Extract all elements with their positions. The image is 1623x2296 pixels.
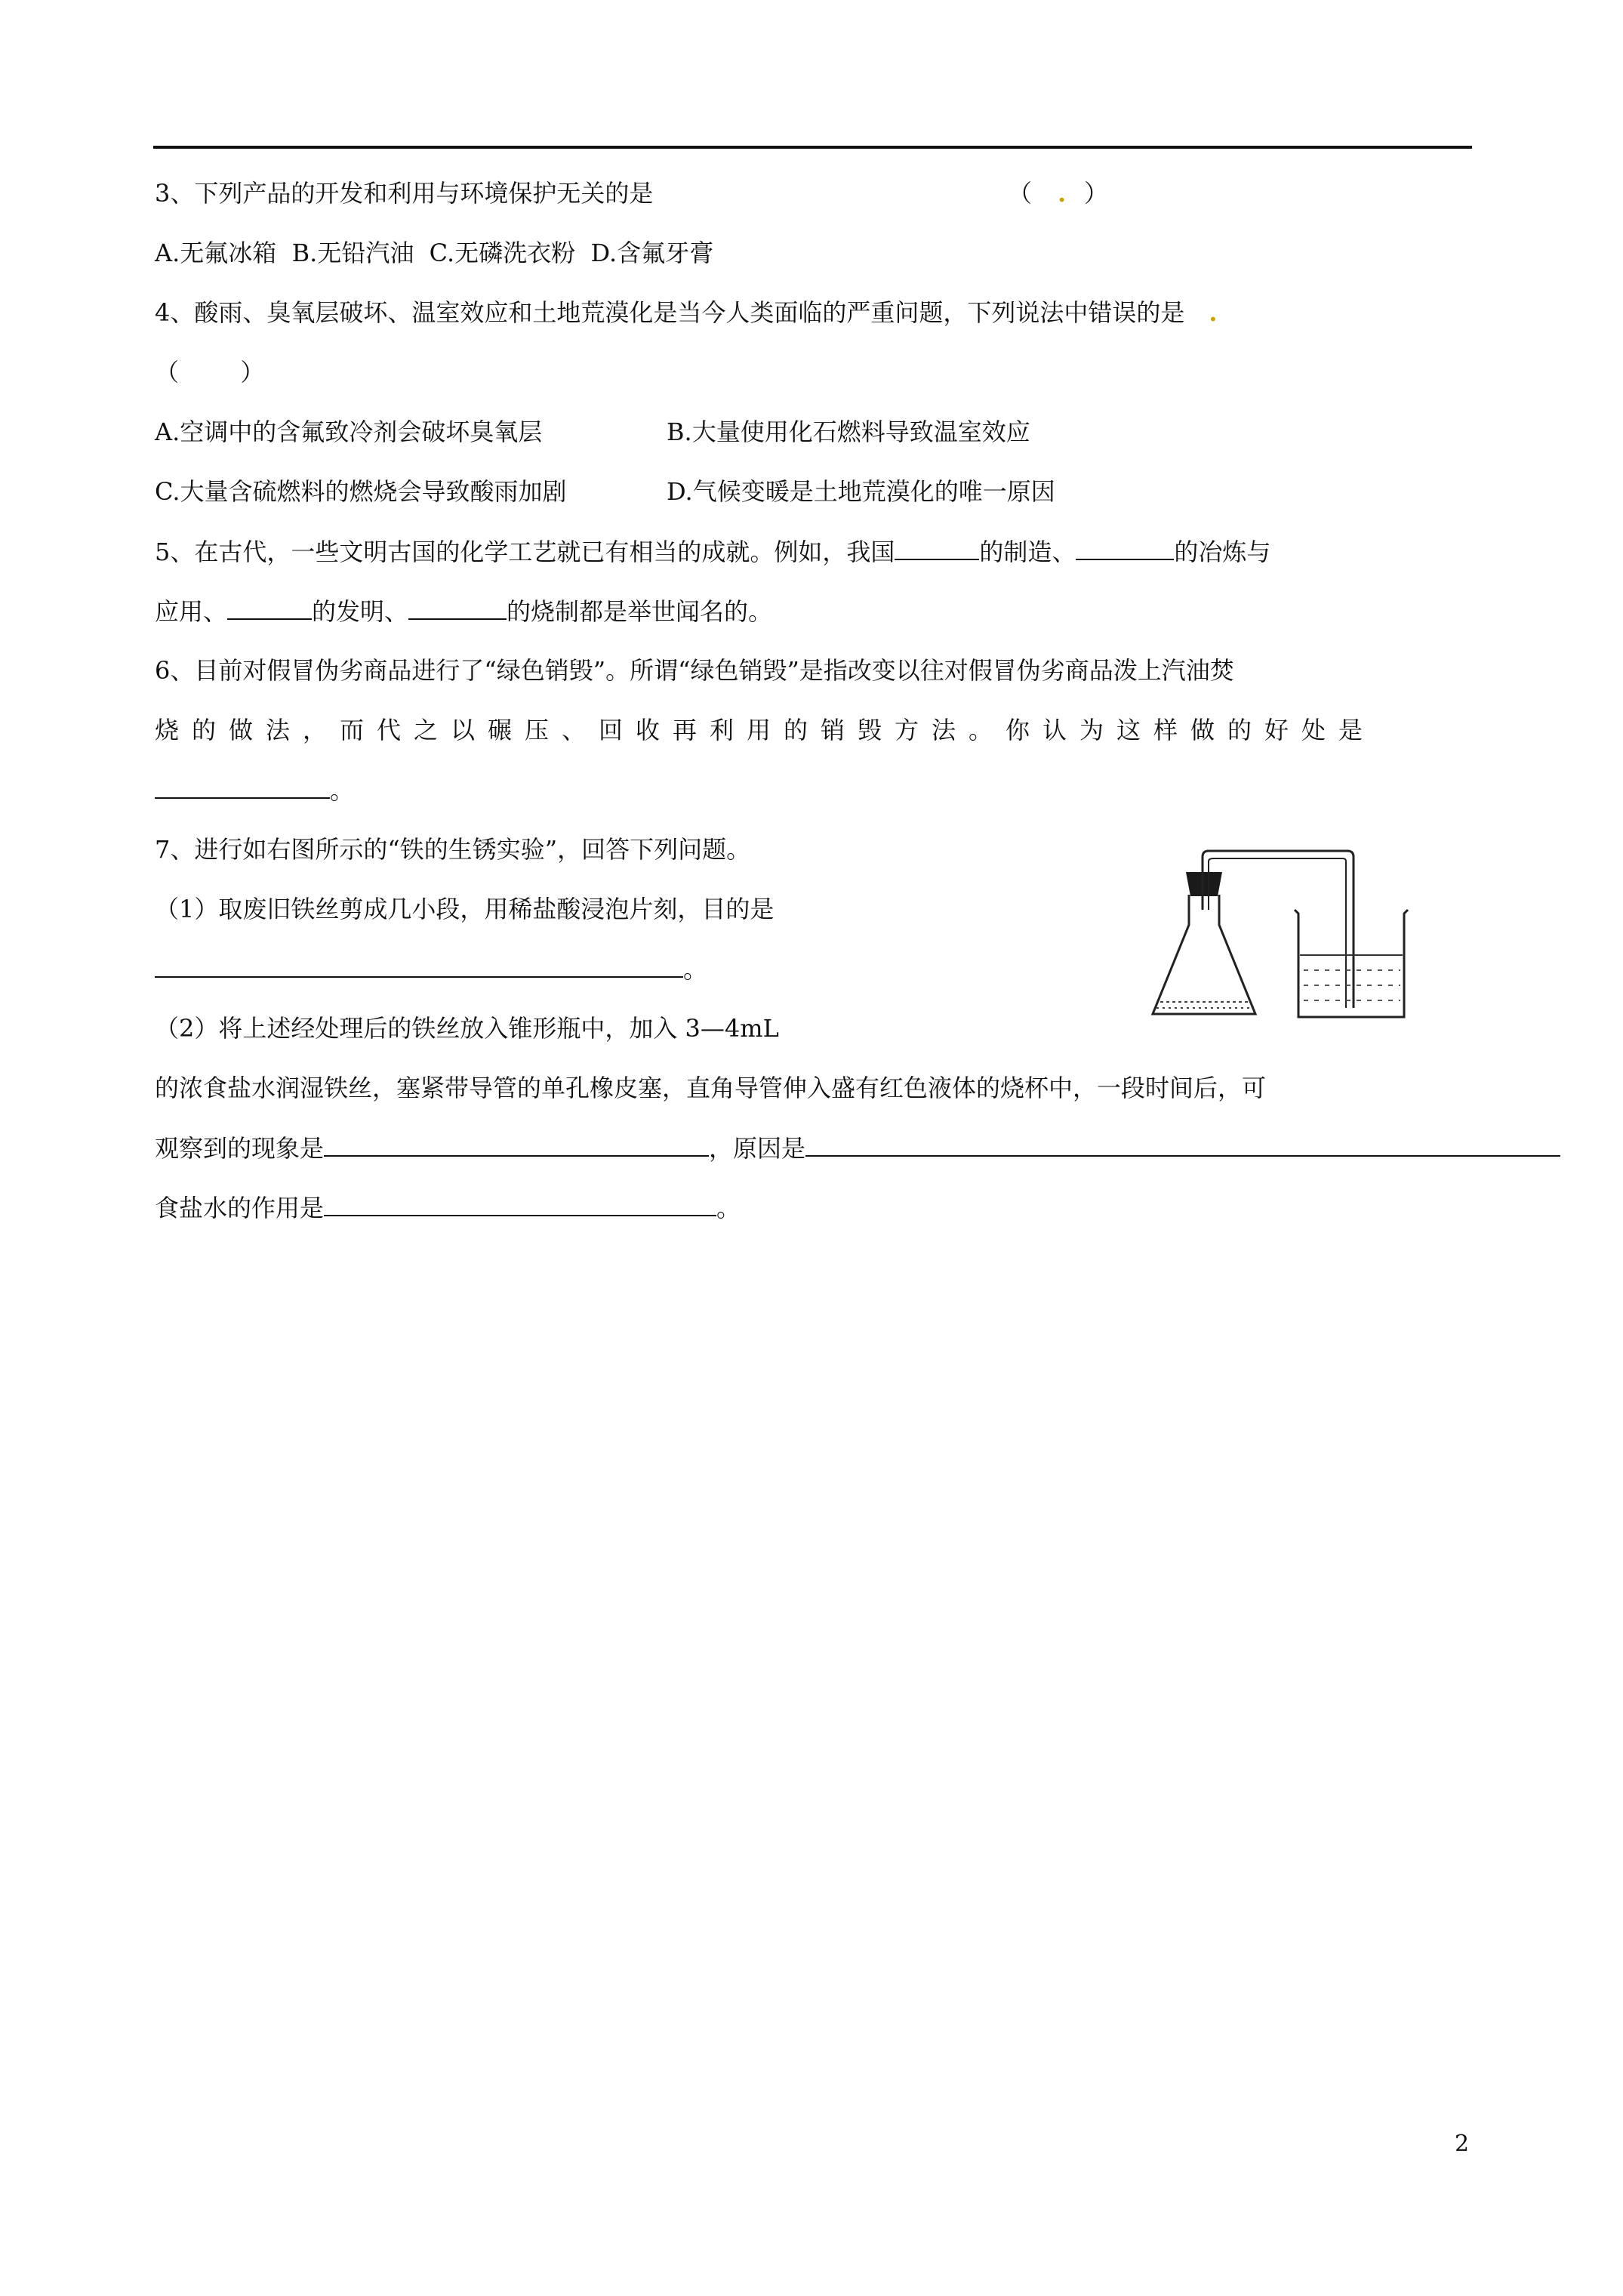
answer-blank[interactable] — [805, 1133, 1560, 1157]
answer-blank[interactable] — [227, 596, 312, 620]
q4-option-d: D.气候变暖是土地荒漠化的唯一原因 — [667, 477, 1055, 506]
q6-line1: 6、目前对假冒伪劣商品进行了“绿色销毁”。所谓“绿色销毁”是指改变以往对假冒伪劣商品泼上汽油焚 — [155, 656, 1234, 685]
q4-option-c: C.大量含硫燃料的燃烧会导致酸雨加剧 — [155, 477, 567, 506]
q7-sub2-line3: 观察到的现象是 ，原因是 — [155, 1133, 1560, 1163]
q4-stem: 4、酸雨、臭氧层破坏、温室效应和土地荒漠化是当今人类面临的严重问题，下列说法中错误的是 — [155, 298, 1185, 327]
q5-line2: 应用、 的发明、 的烧制都是举世闻名的。 — [155, 597, 773, 626]
q4-paren: （ ） — [155, 358, 265, 387]
q7-sub2-line1: （2）将上述经处理后的铁丝放入锥形瓶中，加入 3—4mL — [155, 1014, 779, 1043]
mark-dot: . — [1058, 179, 1067, 208]
answer-blank[interactable] — [1076, 536, 1174, 560]
rust-experiment-figure — [1144, 842, 1412, 1027]
q6-line2: 烧的做法，而代之以碾压、回收再利用的销毁方法。你认为这样做的好处是 — [155, 716, 1376, 744]
conical-flask — [1153, 895, 1255, 1014]
q4-option-a: A.空调中的含氟致冷剂会破坏臭氧层 — [155, 418, 543, 446]
q7-sub2-line4: 食盐水的作用是 。 — [155, 1194, 741, 1222]
answer-blank[interactable] — [324, 1133, 709, 1157]
header-rule — [153, 146, 1472, 149]
q7-stem: 7、进行如右图所示的“铁的生锈实验”，回答下列问题。 — [155, 835, 751, 864]
q3-stem: 3、下列产品的开发和利用与环境保护无关的是 — [155, 179, 654, 208]
answer-blank[interactable] — [324, 1192, 716, 1216]
answer-blank[interactable] — [155, 954, 683, 978]
q4-option-b: B.大量使用化石燃料导致温室效应 — [667, 418, 1030, 446]
q7-sub1-answer: 。 — [155, 954, 707, 985]
q7-sub2-line2: 的浓食盐水润湿铁丝，塞紧带导管的单孔橡皮塞，直角导管伸入盛有红色液体的烧杯中，一段时间后，可 — [155, 1074, 1267, 1102]
page-number: 2 — [1455, 2131, 1470, 2157]
answer-blank[interactable] — [155, 775, 330, 799]
q7-sub1: （1）取废旧铁丝剪成几小段，用稀盐酸浸泡片刻，目的是 — [155, 895, 775, 923]
answer-blank[interactable] — [895, 536, 979, 560]
q3-answer-paren: （ . ） — [1008, 179, 1109, 208]
q6-line3: 。 — [155, 775, 354, 806]
answer-blank[interactable] — [408, 596, 507, 620]
rubber-stopper — [1186, 872, 1222, 896]
q3-stem-line — [155, 178, 653, 208]
delivery-tube — [1203, 851, 1354, 1008]
q5-line1: 5、在古代，一些文明古国的化学工艺就已有相当的成就。例如，我国 的制造、 的冶炼与 — [155, 538, 1271, 566]
mark-dot: . — [1209, 298, 1218, 327]
q3-options: A.无氟冰箱 B.无铅汽油 C.无磷洗衣粉 D.含氟牙膏 — [155, 239, 714, 267]
q4-stem-line — [155, 297, 1218, 328]
